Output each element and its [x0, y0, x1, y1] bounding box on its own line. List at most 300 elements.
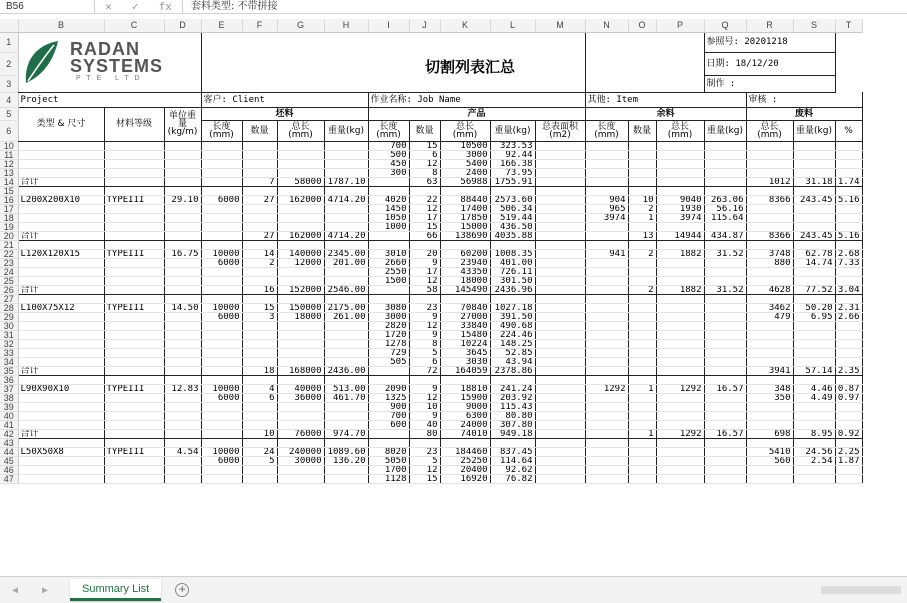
- cell-o[interactable]: [628, 357, 656, 366]
- weight-header[interactable]: 重量(kg): [704, 120, 746, 141]
- formula-input[interactable]: 套料类型: 不带拼接: [191, 1, 278, 12]
- cell-m[interactable]: [535, 150, 585, 159]
- column-header[interactable]: H: [324, 19, 368, 32]
- cell-p[interactable]: 1930: [656, 204, 704, 213]
- audit-cell[interactable]: 审核 :: [746, 92, 862, 107]
- cell-c[interactable]: [104, 222, 164, 231]
- cell-h[interactable]: [324, 321, 368, 330]
- cell-l[interactable]: 1755.91: [490, 177, 535, 186]
- column-header[interactable]: F: [242, 19, 277, 32]
- cell-c[interactable]: [104, 366, 164, 375]
- cell-l[interactable]: 323.53: [490, 141, 535, 150]
- cell-b[interactable]: [18, 240, 104, 249]
- qty-header[interactable]: 数量: [409, 120, 440, 141]
- row-number[interactable]: 15: [0, 186, 18, 195]
- cell-r[interactable]: [746, 420, 793, 429]
- cell-b[interactable]: [18, 420, 104, 429]
- cell-n[interactable]: [585, 276, 628, 285]
- cell-m[interactable]: [535, 204, 585, 213]
- cell-i[interactable]: [368, 366, 409, 375]
- cell-g[interactable]: [277, 339, 324, 348]
- cell-i[interactable]: 4020: [368, 195, 409, 204]
- cell-n[interactable]: [585, 141, 628, 150]
- cell-r[interactable]: [746, 240, 793, 249]
- cell-c[interactable]: [104, 159, 164, 168]
- cell-q[interactable]: 16.57: [704, 429, 746, 438]
- cell-b[interactable]: [18, 168, 104, 177]
- cell-d[interactable]: [164, 339, 201, 348]
- stock-group-header[interactable]: 坯料: [201, 107, 368, 120]
- cell-i[interactable]: 700: [368, 411, 409, 420]
- cell-l[interactable]: 166.38: [490, 159, 535, 168]
- total-length-header[interactable]: 总长 (mm): [656, 120, 704, 141]
- cell-s[interactable]: [793, 420, 835, 429]
- row-number[interactable]: 34: [0, 357, 18, 366]
- row-number[interactable]: 45: [0, 456, 18, 465]
- length-header[interactable]: 长度(mm): [368, 120, 409, 141]
- row-number[interactable]: 6: [0, 120, 18, 141]
- cell-o[interactable]: [628, 159, 656, 168]
- cell-e[interactable]: [201, 420, 242, 429]
- cell-o[interactable]: 10: [628, 195, 656, 204]
- cell-r[interactable]: [746, 159, 793, 168]
- cell-t[interactable]: [835, 267, 862, 276]
- cell-n[interactable]: [585, 438, 628, 447]
- length-header[interactable]: 长度(mm): [201, 120, 242, 141]
- cell-m[interactable]: [535, 474, 585, 483]
- cell-j[interactable]: 23: [409, 303, 440, 312]
- cell-f[interactable]: 18: [242, 366, 277, 375]
- cell-r[interactable]: [746, 267, 793, 276]
- row-number[interactable]: 11: [0, 150, 18, 159]
- cell-q[interactable]: [704, 375, 746, 384]
- cell-t[interactable]: [835, 294, 862, 303]
- cell-b[interactable]: 合计: [18, 366, 104, 375]
- cell-f[interactable]: [242, 375, 277, 384]
- cell-c[interactable]: [104, 276, 164, 285]
- cell-d[interactable]: [164, 375, 201, 384]
- column-header[interactable]: R: [746, 19, 793, 32]
- cell-q[interactable]: [704, 150, 746, 159]
- cell-e[interactable]: 6000: [201, 393, 242, 402]
- row-number[interactable]: 28: [0, 303, 18, 312]
- cell-c[interactable]: [104, 240, 164, 249]
- cell-b[interactable]: [18, 393, 104, 402]
- cell-g[interactable]: [277, 348, 324, 357]
- cell-d[interactable]: [164, 474, 201, 483]
- cell-s[interactable]: [793, 186, 835, 195]
- cell-c[interactable]: TYPEIII: [104, 195, 164, 204]
- cell-i[interactable]: 3000: [368, 312, 409, 321]
- tab-summary-list[interactable]: Summary List: [70, 579, 161, 601]
- cell-r[interactable]: [746, 474, 793, 483]
- row-number[interactable]: 36: [0, 375, 18, 384]
- cell-p[interactable]: [656, 141, 704, 150]
- cell-h[interactable]: 2436.00: [324, 366, 368, 375]
- cell-j[interactable]: 15: [409, 222, 440, 231]
- cell-m[interactable]: [535, 465, 585, 474]
- cell-d[interactable]: [164, 213, 201, 222]
- cell-o[interactable]: [628, 267, 656, 276]
- column-header[interactable]: N: [585, 19, 628, 32]
- cell-q[interactable]: [704, 321, 746, 330]
- cell-d[interactable]: [164, 321, 201, 330]
- cell-b[interactable]: [18, 150, 104, 159]
- cell-f[interactable]: 3: [242, 312, 277, 321]
- row-number[interactable]: 37: [0, 384, 18, 393]
- cell-q[interactable]: 115.64: [704, 213, 746, 222]
- cell-o[interactable]: [628, 366, 656, 375]
- cell-m[interactable]: [535, 429, 585, 438]
- cell-f[interactable]: 16: [242, 285, 277, 294]
- cell-m[interactable]: [535, 411, 585, 420]
- cell-n[interactable]: [585, 258, 628, 267]
- cell-q[interactable]: 31.52: [704, 249, 746, 258]
- cell-k[interactable]: 15480: [440, 330, 490, 339]
- cell-r[interactable]: 4628: [746, 285, 793, 294]
- cell-j[interactable]: 8: [409, 168, 440, 177]
- cell-q[interactable]: 434.87: [704, 231, 746, 240]
- cell-s[interactable]: [793, 348, 835, 357]
- cell-r[interactable]: 560: [746, 456, 793, 465]
- cell-e[interactable]: 10000: [201, 384, 242, 393]
- cell-f[interactable]: 2: [242, 258, 277, 267]
- cell-s[interactable]: [793, 213, 835, 222]
- cell-c[interactable]: [104, 186, 164, 195]
- cell-j[interactable]: 72: [409, 366, 440, 375]
- cell-o[interactable]: 13: [628, 231, 656, 240]
- row-number[interactable]: 35: [0, 366, 18, 375]
- cell-e[interactable]: [201, 213, 242, 222]
- cell-g[interactable]: [277, 438, 324, 447]
- cell-d[interactable]: [164, 177, 201, 186]
- cell-s[interactable]: [793, 150, 835, 159]
- cell-d[interactable]: [164, 429, 201, 438]
- cell-t[interactable]: [835, 375, 862, 384]
- cell-q[interactable]: [704, 312, 746, 321]
- total-length-header[interactable]: 总长 (mm): [277, 120, 324, 141]
- cell-b[interactable]: [18, 357, 104, 366]
- cell-l[interactable]: 949.18: [490, 429, 535, 438]
- cell-d[interactable]: [164, 276, 201, 285]
- cell-i[interactable]: 2090: [368, 384, 409, 393]
- cell-o[interactable]: [628, 321, 656, 330]
- cell-l[interactable]: 241.24: [490, 384, 535, 393]
- cell-r[interactable]: 698: [746, 429, 793, 438]
- cell-s[interactable]: [793, 222, 835, 231]
- cell-d[interactable]: [164, 456, 201, 465]
- cell-q[interactable]: [704, 393, 746, 402]
- cell-h[interactable]: [324, 186, 368, 195]
- row-number[interactable]: 1: [0, 32, 18, 53]
- cell-c[interactable]: [104, 474, 164, 483]
- cell-o[interactable]: [628, 186, 656, 195]
- cell-m[interactable]: [535, 168, 585, 177]
- row-number[interactable]: 46: [0, 465, 18, 474]
- other-cell[interactable]: 其他: Item: [585, 92, 746, 107]
- row-number[interactable]: 24: [0, 267, 18, 276]
- row-number[interactable]: 18: [0, 213, 18, 222]
- cell-k[interactable]: 10224: [440, 339, 490, 348]
- cell-g[interactable]: [277, 375, 324, 384]
- cell-r[interactable]: 8366: [746, 195, 793, 204]
- cell-l[interactable]: 307.80: [490, 420, 535, 429]
- cell-i[interactable]: 1128: [368, 474, 409, 483]
- cell-r[interactable]: [746, 213, 793, 222]
- cell-l[interactable]: [490, 240, 535, 249]
- cell-b[interactable]: [18, 159, 104, 168]
- cell-p[interactable]: [656, 321, 704, 330]
- cell-c[interactable]: [104, 267, 164, 276]
- cell-f[interactable]: [242, 321, 277, 330]
- cell-n[interactable]: [585, 294, 628, 303]
- cell-c[interactable]: [104, 294, 164, 303]
- cell-b[interactable]: 合计: [18, 177, 104, 186]
- cell-q[interactable]: [704, 420, 746, 429]
- cell-k[interactable]: 17400: [440, 204, 490, 213]
- cell-q[interactable]: [704, 330, 746, 339]
- cell-q[interactable]: [704, 267, 746, 276]
- cell-s[interactable]: [793, 321, 835, 330]
- cell-b[interactable]: [18, 465, 104, 474]
- row-number[interactable]: 17: [0, 204, 18, 213]
- cell-s[interactable]: 243.45: [793, 231, 835, 240]
- cell-k[interactable]: 43350: [440, 267, 490, 276]
- cell-s[interactable]: 57.14: [793, 366, 835, 375]
- cell-d[interactable]: [164, 438, 201, 447]
- cell-d[interactable]: [164, 186, 201, 195]
- cell-p[interactable]: [656, 168, 704, 177]
- cell-f[interactable]: 7: [242, 177, 277, 186]
- cell-j[interactable]: 12: [409, 465, 440, 474]
- cell-k[interactable]: 33840: [440, 321, 490, 330]
- cell-q[interactable]: 16.57: [704, 384, 746, 393]
- cell-t[interactable]: 2.68: [835, 249, 862, 258]
- cell-n[interactable]: [585, 222, 628, 231]
- cell-j[interactable]: 80: [409, 429, 440, 438]
- cell-t[interactable]: [835, 474, 862, 483]
- cell-l[interactable]: 2436.96: [490, 285, 535, 294]
- cell-f[interactable]: [242, 438, 277, 447]
- cell-p[interactable]: [656, 375, 704, 384]
- cell-m[interactable]: [535, 393, 585, 402]
- cell-r[interactable]: [746, 222, 793, 231]
- cell-r[interactable]: [746, 330, 793, 339]
- cell-j[interactable]: 12: [409, 393, 440, 402]
- cell-c[interactable]: [104, 168, 164, 177]
- row-number[interactable]: 19: [0, 222, 18, 231]
- cell-m[interactable]: [535, 285, 585, 294]
- cell-g[interactable]: [277, 357, 324, 366]
- cell-e[interactable]: 10000: [201, 249, 242, 258]
- row-number[interactable]: 27: [0, 294, 18, 303]
- cell-r[interactable]: [746, 150, 793, 159]
- cell-p[interactable]: [656, 294, 704, 303]
- row-number[interactable]: 32: [0, 339, 18, 348]
- row-number[interactable]: 22: [0, 249, 18, 258]
- cell-m[interactable]: [535, 375, 585, 384]
- cell-h[interactable]: 461.70: [324, 393, 368, 402]
- cell-j[interactable]: 5: [409, 456, 440, 465]
- cell-t[interactable]: [835, 402, 862, 411]
- cell-o[interactable]: [628, 150, 656, 159]
- cell-r[interactable]: 1012: [746, 177, 793, 186]
- cell-n[interactable]: 1292: [585, 384, 628, 393]
- cell-e[interactable]: [201, 159, 242, 168]
- cell-q[interactable]: [704, 348, 746, 357]
- cell-g[interactable]: 36000: [277, 393, 324, 402]
- cell-q[interactable]: [704, 411, 746, 420]
- cell-f[interactable]: [242, 222, 277, 231]
- cell-e[interactable]: [201, 357, 242, 366]
- fx-icon[interactable]: fx: [158, 0, 172, 13]
- cell-e[interactable]: [201, 402, 242, 411]
- cell-i[interactable]: [368, 294, 409, 303]
- cell-k[interactable]: 3030: [440, 357, 490, 366]
- cell-l[interactable]: 490.68: [490, 321, 535, 330]
- cell-h[interactable]: 2546.00: [324, 285, 368, 294]
- cell-n[interactable]: [585, 330, 628, 339]
- cell-g[interactable]: [277, 222, 324, 231]
- cell-f[interactable]: [242, 213, 277, 222]
- cell-f[interactable]: [242, 204, 277, 213]
- cell-f[interactable]: [242, 150, 277, 159]
- cell-l[interactable]: 203.92: [490, 393, 535, 402]
- cell-n[interactable]: [585, 366, 628, 375]
- cell-i[interactable]: 505: [368, 357, 409, 366]
- product-group-header[interactable]: 产品: [368, 107, 585, 120]
- cell-r[interactable]: [746, 357, 793, 366]
- cell-s[interactable]: 2.54: [793, 456, 835, 465]
- row-number[interactable]: 29: [0, 312, 18, 321]
- column-header[interactable]: K: [440, 19, 490, 32]
- column-header[interactable]: G: [277, 19, 324, 32]
- cell-b[interactable]: L50X50X8: [18, 447, 104, 456]
- column-header[interactable]: Q: [704, 19, 746, 32]
- cell-j[interactable]: 23: [409, 447, 440, 456]
- row-number[interactable]: 40: [0, 411, 18, 420]
- cell-s[interactable]: [793, 276, 835, 285]
- cell-k[interactable]: 3000: [440, 150, 490, 159]
- cell-c[interactable]: [104, 465, 164, 474]
- cell-l[interactable]: 4035.88: [490, 231, 535, 240]
- cell-t[interactable]: [835, 438, 862, 447]
- cell-k[interactable]: [440, 240, 490, 249]
- cell-o[interactable]: 1: [628, 213, 656, 222]
- cell-m[interactable]: [535, 159, 585, 168]
- cell-s[interactable]: 4.49: [793, 393, 835, 402]
- grade-header[interactable]: 材料等级: [104, 107, 164, 141]
- cell-o[interactable]: 2: [628, 204, 656, 213]
- cell-b[interactable]: 合计: [18, 285, 104, 294]
- cell-d[interactable]: 12.83: [164, 384, 201, 393]
- cell-s[interactable]: [793, 339, 835, 348]
- cell-p[interactable]: 1882: [656, 249, 704, 258]
- cell-h[interactable]: [324, 474, 368, 483]
- cell-n[interactable]: [585, 402, 628, 411]
- cell-m[interactable]: [535, 267, 585, 276]
- cell-b[interactable]: [18, 474, 104, 483]
- cell-f[interactable]: [242, 276, 277, 285]
- cell-k[interactable]: [440, 186, 490, 195]
- cell-f[interactable]: [242, 411, 277, 420]
- cell-f[interactable]: [242, 240, 277, 249]
- cell-l[interactable]: 1008.35: [490, 249, 535, 258]
- cell-s[interactable]: [793, 375, 835, 384]
- cell-c[interactable]: [104, 330, 164, 339]
- cell-f[interactable]: [242, 465, 277, 474]
- date-cell[interactable]: 日期: 18/12/20: [704, 53, 835, 76]
- remnant-group-header[interactable]: 余料: [585, 107, 746, 120]
- cell-p[interactable]: [656, 267, 704, 276]
- cell-l[interactable]: 301.50: [490, 276, 535, 285]
- column-header[interactable]: E: [201, 19, 242, 32]
- cell-h[interactable]: 201.00: [324, 258, 368, 267]
- cell-s[interactable]: 31.18: [793, 177, 835, 186]
- cell-l[interactable]: 506.34: [490, 204, 535, 213]
- cell-t[interactable]: [835, 213, 862, 222]
- cell-j[interactable]: [409, 240, 440, 249]
- cell-r[interactable]: [746, 438, 793, 447]
- cell-q[interactable]: [704, 474, 746, 483]
- cell-t[interactable]: 2.31: [835, 303, 862, 312]
- cell-b[interactable]: [18, 267, 104, 276]
- cell-t[interactable]: 2.66: [835, 312, 862, 321]
- cell-k[interactable]: 20400: [440, 465, 490, 474]
- cell-t[interactable]: [835, 168, 862, 177]
- job-cell[interactable]: 作业名称: Job Name: [368, 92, 585, 107]
- cell-g[interactable]: 76000: [277, 429, 324, 438]
- cell-q[interactable]: [704, 438, 746, 447]
- cell-n[interactable]: [585, 303, 628, 312]
- cell-d[interactable]: [164, 465, 201, 474]
- cell-f[interactable]: 24: [242, 447, 277, 456]
- cell-g[interactable]: 162000: [277, 231, 324, 240]
- cell-o[interactable]: [628, 402, 656, 411]
- cell-m[interactable]: [535, 231, 585, 240]
- cell-j[interactable]: [409, 438, 440, 447]
- column-header[interactable]: J: [409, 19, 440, 32]
- cell-f[interactable]: 10: [242, 429, 277, 438]
- cell-t[interactable]: [835, 420, 862, 429]
- cell-s[interactable]: [793, 474, 835, 483]
- cell-b[interactable]: [18, 312, 104, 321]
- cell-b[interactable]: [18, 213, 104, 222]
- cell-s[interactable]: 6.95: [793, 312, 835, 321]
- cell-j[interactable]: 22: [409, 195, 440, 204]
- cell-n[interactable]: [585, 375, 628, 384]
- cell-j[interactable]: 9: [409, 330, 440, 339]
- cell-e[interactable]: 6000: [201, 312, 242, 321]
- cell-p[interactable]: 1292: [656, 384, 704, 393]
- cell-c[interactable]: [104, 411, 164, 420]
- cell-p[interactable]: [656, 312, 704, 321]
- cell-g[interactable]: [277, 474, 324, 483]
- cell-o[interactable]: [628, 474, 656, 483]
- cell-l[interactable]: 76.82: [490, 474, 535, 483]
- cell-g[interactable]: [277, 411, 324, 420]
- cell-s[interactable]: 4.46: [793, 384, 835, 393]
- cell-g[interactable]: 240000: [277, 447, 324, 456]
- total-length-header[interactable]: 总长 (mm): [746, 120, 793, 141]
- cell-o[interactable]: [628, 411, 656, 420]
- cell-n[interactable]: [585, 357, 628, 366]
- cell-j[interactable]: 9: [409, 411, 440, 420]
- cell-p[interactable]: [656, 258, 704, 267]
- row-number[interactable]: 13: [0, 168, 18, 177]
- cell-t[interactable]: [835, 240, 862, 249]
- cell-s[interactable]: 77.52: [793, 285, 835, 294]
